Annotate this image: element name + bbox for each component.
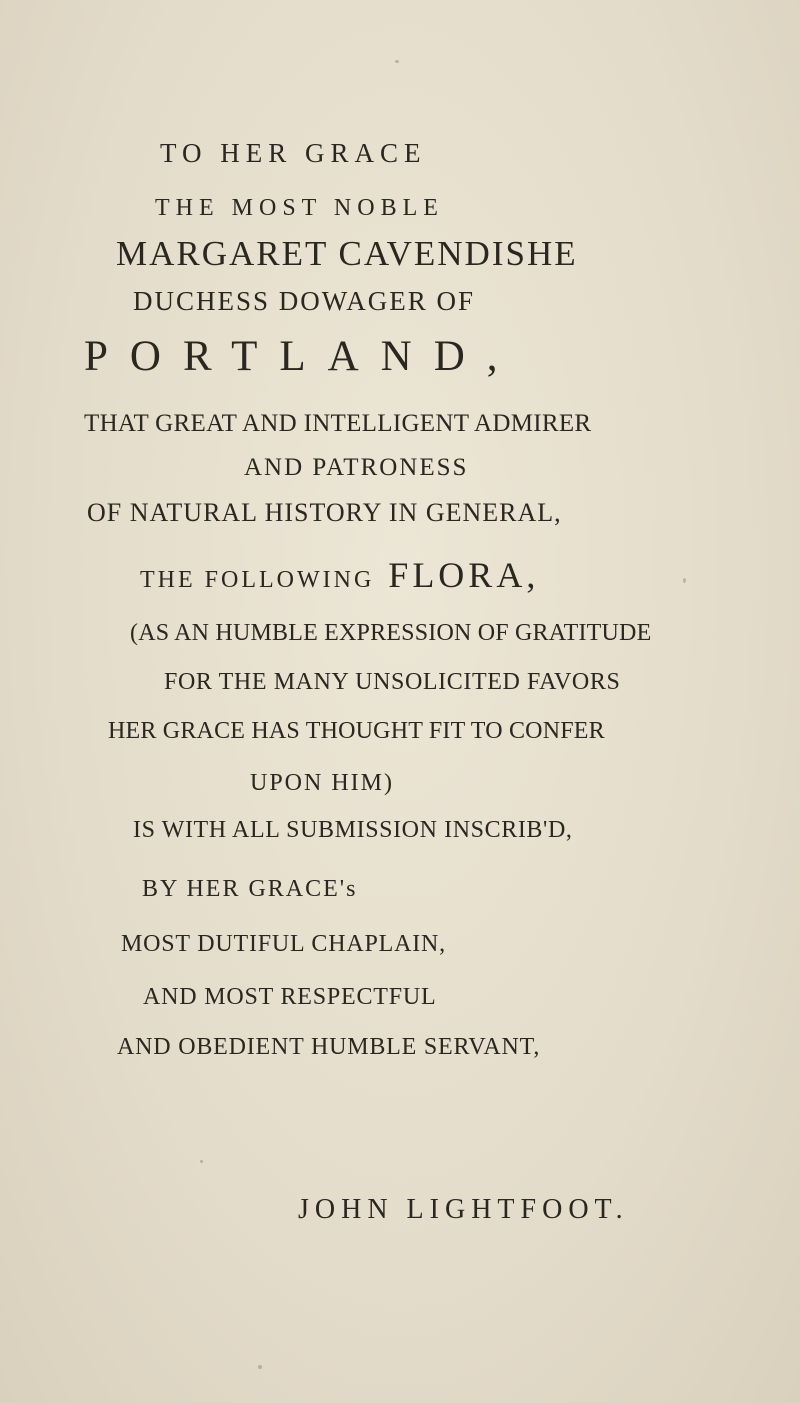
dedication-line-natural-history: OF NATURAL HISTORY IN GENERAL, [87,498,562,527]
paper-speck [683,578,686,583]
dedication-line-inscribed: IS WITH ALL SUBMISSION INSCRIB'D, [133,817,573,843]
dedication-line-admirer: THAT GREAT AND INTELLIGENT ADMIRER [84,410,592,437]
signoff-chaplain: MOST DUTIFUL CHAPLAIN, [121,931,446,957]
dedication-line-most-noble: THE MOST NOBLE [155,195,444,221]
dedication-line-favors: FOR THE MANY UNSOLICITED FAVORS [164,669,621,695]
paper-speck [395,60,399,63]
signoff-servant: AND OBEDIENT HUMBLE SERVANT, [117,1034,541,1060]
signoff-by-her-grace: BY HER GRACE's [142,876,358,902]
dedication-line-upon-him: UPON HIM) [250,770,394,796]
author-signature: JOHN LIGHTFOOT. [298,1194,629,1225]
dedication-line-gratitude: (AS AN HUMBLE EXPRESSION OF GRATITUDE [130,620,652,646]
signoff-respectful: AND MOST RESPECTFUL [143,984,437,1010]
dedication-flora-title: FLORA, [388,555,540,595]
dedication-line-confer: HER GRACE HAS THOUGHT FIT TO CONFER [108,718,605,744]
dedication-line-to-her-grace: TO HER GRACE [160,138,427,168]
dedication-following: THE FOLLOWING [140,567,375,593]
dedication-line-flora [140,557,539,593]
dedication-name-margaret-cavendishe: MARGARET CAVENDISHE [116,234,578,273]
paper-speck [258,1365,262,1369]
dedication-line-patroness: AND PATRONESS [244,454,469,481]
dedication-portland: PORTLAND, [84,333,520,380]
paper-speck [200,1160,203,1163]
dedication-title-duchess: DUCHESS DOWAGER OF [133,286,476,316]
